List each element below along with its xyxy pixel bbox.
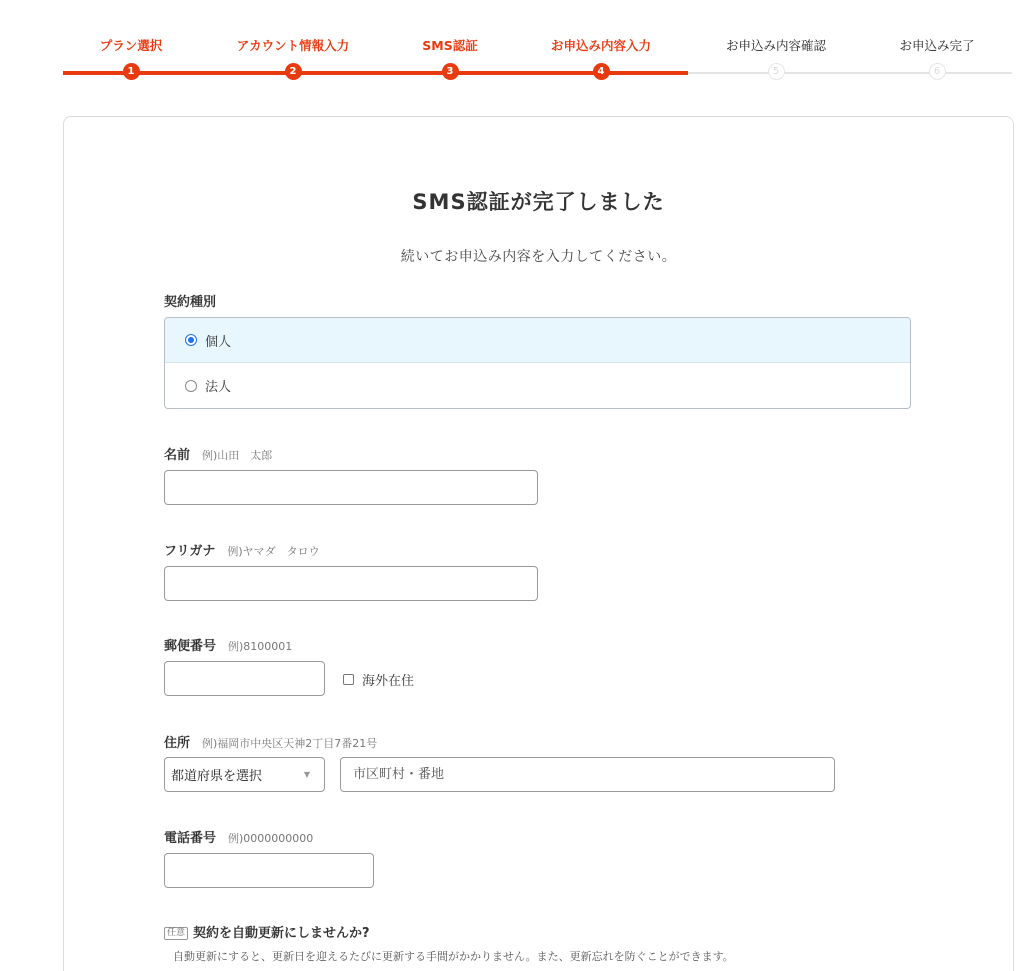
auto-renew-description: 自動更新にすると、更新日を迎えるたびに更新する手間がかかりません。また、更新忘れを防ぐことができます。 [173, 950, 734, 963]
step-sms-auth [370, 38, 530, 80]
name-label [164, 444, 272, 463]
furigana-label-text: フリガナ [164, 544, 216, 559]
address-example: 例)福岡市中央区天神2丁目7番21号 [202, 737, 378, 750]
step-number: 5 [768, 63, 785, 80]
step-plan-selection [51, 38, 211, 80]
step-number: 2 [285, 63, 302, 80]
phone-example: 例)0000000000 [228, 832, 314, 845]
page-title: SMS認証が完了しました [412, 190, 665, 214]
contract-type-label [164, 291, 216, 310]
progress-stepper [0, 0, 1024, 100]
radio-checked-icon[interactable] [185, 334, 197, 346]
step-number: 3 [442, 63, 459, 80]
address-label-text: 住所 [164, 736, 191, 751]
name-example: 例)山田 太郎 [202, 449, 273, 462]
prefecture-selected-value: 都道府県を選択 [171, 769, 263, 784]
step-label: SMS認証 [422, 38, 478, 53]
step-label: お申込み内容入力 [550, 38, 651, 53]
step-application-complete [857, 38, 1017, 80]
street-address-input[interactable] [340, 757, 835, 792]
radio-label-individual: 個人 [205, 334, 232, 350]
furigana-example: 例)ヤマダ タロウ [227, 545, 320, 558]
step-label: お申込み完了 [899, 38, 975, 53]
furigana-input[interactable] [164, 566, 538, 601]
radio-option-corporate[interactable] [165, 363, 910, 408]
phone-input[interactable] [164, 853, 374, 888]
furigana-label [164, 540, 320, 559]
optional-badge: 任意 [164, 927, 188, 940]
step-application-confirm [696, 38, 856, 80]
overseas-checkbox-row[interactable] [343, 670, 414, 689]
step-label: アカウント情報入力 [236, 38, 350, 53]
name-input[interactable] [164, 470, 538, 505]
name-label-text: 名前 [164, 448, 191, 463]
page-subtitle: 続いてお申込み内容を入力してください。 [400, 249, 677, 265]
overseas-label: 海外在住 [362, 674, 415, 689]
step-number: 4 [593, 63, 610, 80]
overseas-checkbox[interactable] [343, 674, 354, 685]
step-label: お申込み内容確認 [725, 38, 826, 53]
prefecture-select[interactable] [164, 757, 325, 792]
auto-renew-title-text: 契約を自動更新にしませんか? [193, 926, 370, 941]
address-label [164, 732, 377, 751]
radio-label-corporate: 法人 [205, 380, 232, 395]
step-application-input [521, 38, 681, 80]
chevron-down-icon: ▼ [303, 770, 310, 779]
phone-label-text: 電話番号 [164, 831, 217, 846]
radio-unchecked-icon[interactable] [185, 380, 197, 392]
contract-type-radio-group [164, 317, 911, 409]
step-number: 6 [929, 63, 946, 80]
step-account-info [213, 38, 373, 80]
phone-label [164, 827, 313, 846]
postal-example: 例)8100001 [228, 640, 293, 653]
contract-type-label-text: 契約種別 [164, 295, 217, 310]
auto-renew-title [164, 922, 370, 941]
step-label: プラン選択 [99, 38, 163, 53]
postal-label [164, 635, 292, 654]
postal-label-text: 郵便番号 [164, 639, 217, 654]
postal-code-input[interactable] [164, 661, 325, 696]
radio-option-individual[interactable] [165, 318, 910, 363]
step-number: 1 [123, 63, 140, 80]
